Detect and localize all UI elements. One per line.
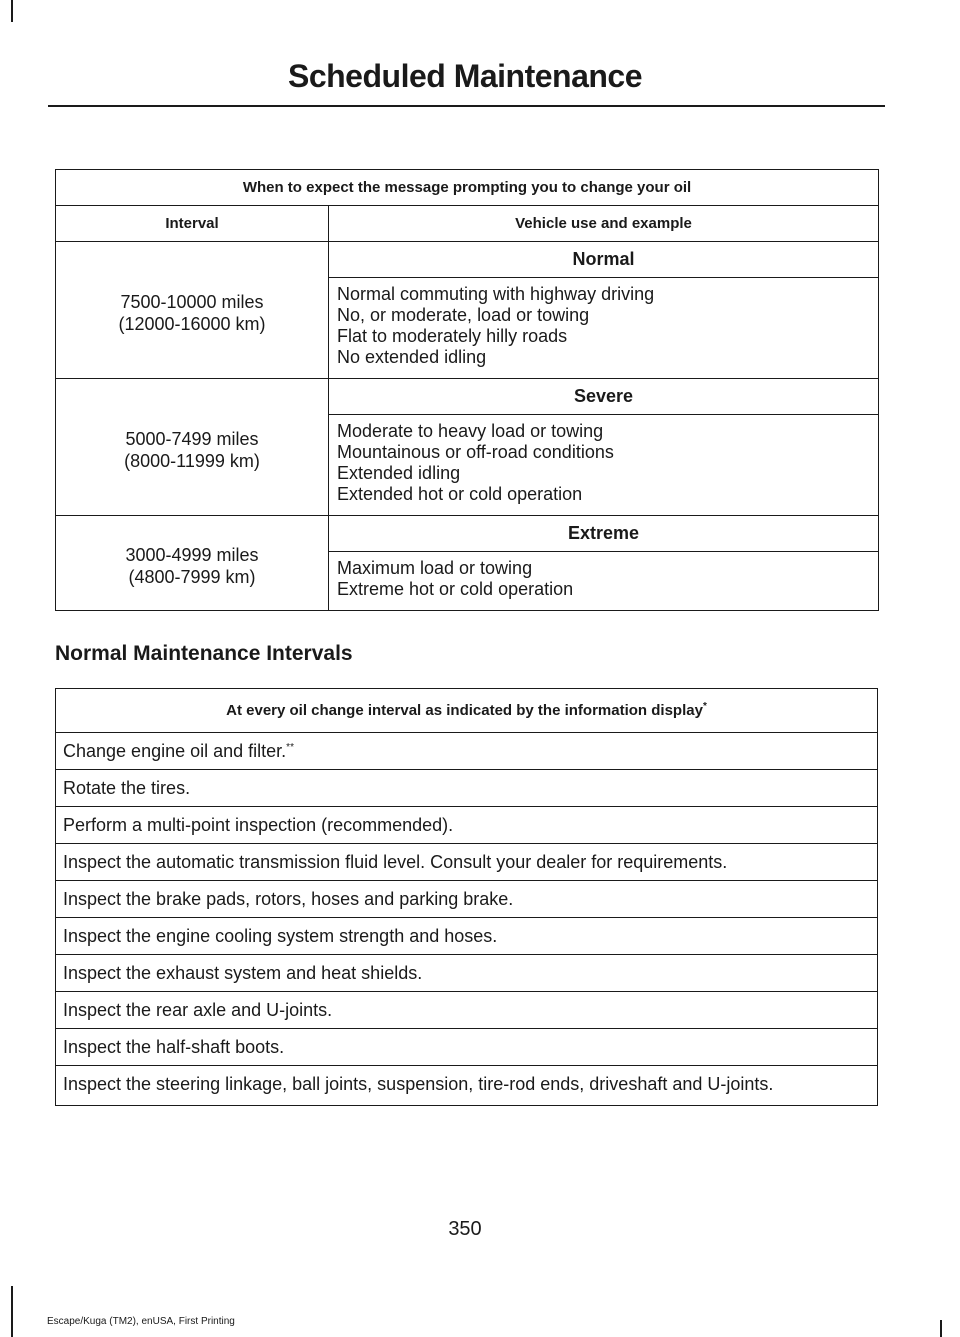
table-row xyxy=(56,844,878,881)
maintenance-item: Inspect the half-shaft boots. xyxy=(56,1029,878,1066)
detail-line: Normal commuting with highway driving xyxy=(337,284,655,304)
crop-mark-bottom-right-v xyxy=(940,1320,942,1337)
interval-miles: 5000-7499 miles xyxy=(125,429,259,449)
detail-line: Extreme hot or cold operation xyxy=(337,579,574,599)
detail-line: Extended hot or cold operation xyxy=(337,484,583,504)
table-row xyxy=(56,770,878,807)
table-row xyxy=(56,242,879,278)
crop-mark-bottom-left-v xyxy=(11,1286,13,1337)
maintenance-item: Inspect the brake pads, rotors, hoses and parking brake. xyxy=(56,881,878,918)
maintenance-item: Inspect the rear axle and U-joints. xyxy=(56,992,878,1029)
maintenance-item xyxy=(56,733,878,770)
detail-line: Mountainous or off-road conditions xyxy=(337,442,614,462)
table-row xyxy=(56,807,878,844)
maintenance-item: Inspect the exhaust system and heat shields. xyxy=(56,955,878,992)
interval-miles: 3000-4999 miles xyxy=(125,545,259,565)
detail-line: Moderate to heavy load or towing xyxy=(337,421,604,441)
interval-cell xyxy=(56,516,329,611)
footnote-mark: * xyxy=(702,701,707,712)
maintenance-item: Inspect the engine cooling system strength and hoses. xyxy=(56,918,878,955)
interval-km: (8000-11999 km) xyxy=(124,451,260,471)
detail-line: No, or moderate, load or towing xyxy=(337,305,590,325)
page-title: Scheduled Maintenance xyxy=(287,58,643,94)
table-row xyxy=(56,516,879,552)
oil-table-caption: When to expect the message prompting you to change your oil xyxy=(56,170,879,206)
section-heading: Normal Maintenance Intervals xyxy=(55,642,353,665)
crop-mark-top-left xyxy=(11,0,13,22)
maintenance-item: Perform a multi-point inspection (recommended). xyxy=(56,807,878,844)
category-label: Normal xyxy=(329,242,879,278)
detail-line: Extended idling xyxy=(337,463,461,483)
col-header-interval: Interval xyxy=(56,206,329,242)
table-row xyxy=(56,881,878,918)
table-row xyxy=(56,918,878,955)
maintenance-item: Inspect the steering linkage, ball joints, suspension, tire-rod ends, driveshaft and U-joints. xyxy=(56,1066,878,1106)
interval-km: (4800-7999 km) xyxy=(128,567,256,587)
col-header-vehicle-use: Vehicle use and example xyxy=(329,206,879,242)
footnote-mark: ** xyxy=(286,741,294,753)
detail-line: Flat to moderately hilly roads xyxy=(337,326,568,346)
detail-line: No extended idling xyxy=(337,347,487,367)
table-row xyxy=(56,379,879,415)
table-row xyxy=(56,1029,878,1066)
maintenance-item-text: Change engine oil and filter. xyxy=(63,740,287,761)
detail-line: Maximum load or towing xyxy=(337,558,533,578)
title-rule xyxy=(48,105,885,107)
details-cell xyxy=(329,278,879,379)
maintenance-item: Rotate the tires. xyxy=(56,770,878,807)
table-row xyxy=(56,992,878,1029)
details-cell xyxy=(329,552,879,611)
interval-cell xyxy=(56,379,329,516)
category-label: Extreme xyxy=(329,516,879,552)
maintenance-table-caption xyxy=(56,689,878,733)
page-number: 350 xyxy=(448,1218,482,1240)
interval-cell xyxy=(56,242,329,379)
category-label: Severe xyxy=(329,379,879,415)
interval-miles: 7500-10000 miles xyxy=(120,292,264,312)
maintenance-table xyxy=(55,688,878,1106)
table-row xyxy=(56,955,878,992)
caption-text: At every oil change interval as indicated by the information display xyxy=(226,702,703,719)
table-row xyxy=(56,733,878,770)
edition-footer: Escape/Kuga (TM2), enUSA, First Printing xyxy=(47,1316,235,1327)
oil-change-table xyxy=(55,169,879,611)
table-row xyxy=(56,1066,878,1106)
interval-km: (12000-16000 km) xyxy=(118,314,266,334)
maintenance-item: Inspect the automatic transmission fluid level. Consult your dealer for requirements. xyxy=(56,844,878,881)
details-cell xyxy=(329,415,879,516)
